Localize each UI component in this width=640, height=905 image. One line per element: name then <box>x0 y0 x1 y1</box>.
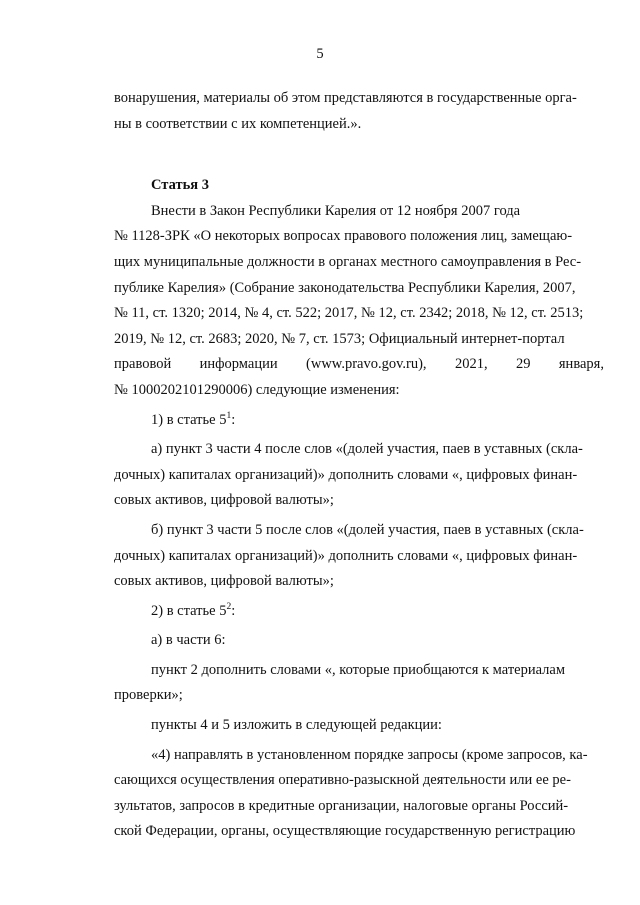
intro-spread-line <box>114 352 604 378</box>
word: 29 <box>515 356 531 373</box>
intro-line: 2019, № 12, ст. 2683; 2020, № 7, ст. 1573; Официальный интернет-портал <box>114 330 565 347</box>
document-body <box>114 86 604 845</box>
page-number: 5 <box>316 46 324 62</box>
word-link: (www.pravo.gov.ru), <box>306 356 427 373</box>
word: 2021, <box>454 356 488 373</box>
item-2a-point2-line: пункт 2 дополнить словами «, которые приобщаются к материалам <box>151 661 566 678</box>
item-1b-line: б) пункт 3 части 5 после слов «(долей участия, паев в уставных (скла- <box>151 521 584 538</box>
item-1: 1) в статье $5^1$: <box>151 410 236 428</box>
intro-line: Внести в Закон Республики Карелия от 12 ноября 2007 года <box>151 202 521 219</box>
item-1a-line: а) пункт 3 части 4 после слов «(долей участия, паев в уставных (скла- <box>151 441 583 458</box>
item-2: 2) в статье $5^2$: <box>151 601 236 619</box>
word: правовой <box>114 356 172 373</box>
prev-text-line: ны в соответствии с их компетенцией.». <box>114 115 362 132</box>
intro-line: щих муниципальные должности в органах местного самоуправления в Рес- <box>114 253 582 270</box>
intro-line: публике Карелия» (Собрание законодательства Республики Карелия, 2007, <box>114 279 576 296</box>
item-1a-line: дочных) капиталах организаций)» дополнить словами «, цифровых финан- <box>114 466 578 483</box>
word: января, <box>558 356 604 373</box>
intro-line: № 11, ст. 1320; 2014, № 4, ст. 522; 2017, № 12, ст. 2342; 2018, № 12, ст. 2513; <box>114 305 584 322</box>
word: информации <box>199 356 278 373</box>
quote-point4-line: сающихся осуществления оперативно-разыскной деятельности или ее ре- <box>114 772 571 789</box>
item-1b-line: дочных) капиталах организаций)» дополнить словами «, цифровых финан- <box>114 547 578 564</box>
article-heading: Статья 3 <box>151 177 209 194</box>
item-2a-points45: пункты 4 и 5 изложить в следующей редакции: <box>151 717 442 734</box>
intro-line: № 1000202101290006) следующие изменения: <box>114 381 400 398</box>
quote-point4-line: «4) направлять в установленном порядке запросы (кроме запросов, ка- <box>151 746 588 763</box>
item-1b-line: совых активов, цифровой валюты»; <box>114 573 334 590</box>
item-2a: а) в части 6: <box>151 632 226 649</box>
item-1a-line: совых активов, цифровой валюты»; <box>114 492 334 509</box>
prev-text-line: вонарушения, материалы об этом представляются в государственные орга- <box>114 90 577 106</box>
item-2a-point2-line: проверки»; <box>114 687 183 704</box>
quote-point4-line: ской Федерации, органы, осуществляющие государственную регистрацию <box>114 823 576 840</box>
intro-line: № 1128-ЗРК «О некоторых вопросах правового положения лиц, замещаю- <box>114 228 573 245</box>
quote-point4-line: зультатов, запросов в кредитные организации, налоговые органы Россий- <box>114 797 569 814</box>
